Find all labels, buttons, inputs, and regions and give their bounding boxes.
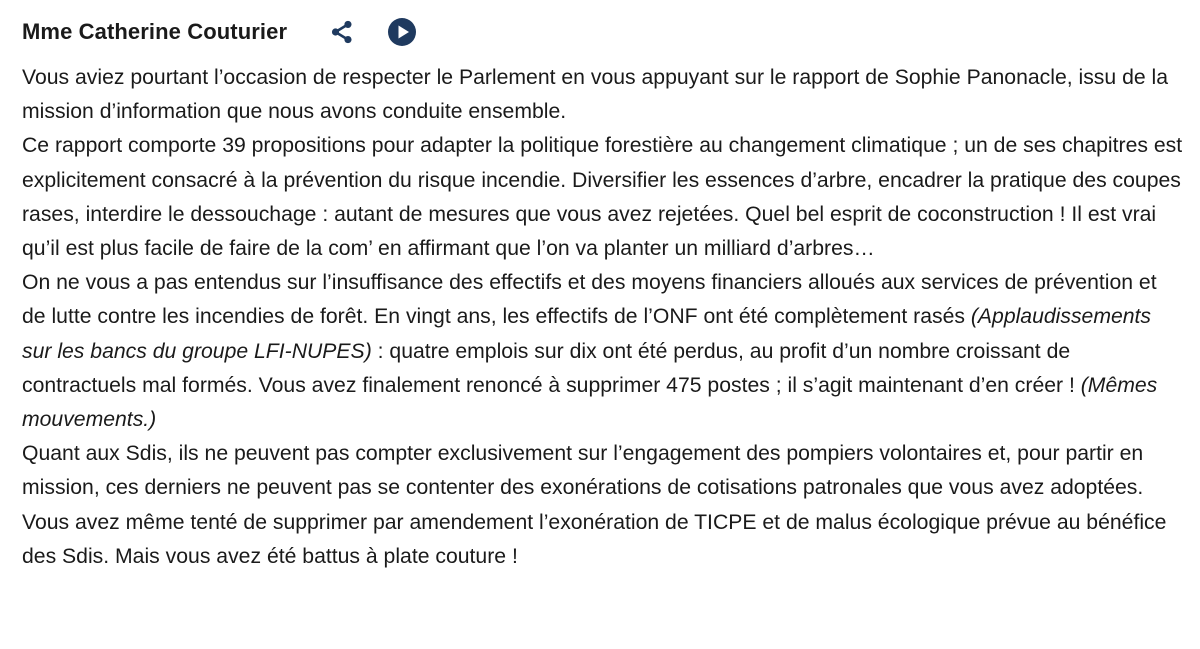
paragraph-3-text-b: : quatre emplois sur dix ont été perdus, au profit d’un nombre croissant de contractuels mal formés. Vous avez finalement renoncé à supprimer 475 postes ; il s’agit maintenant d’en créer ! <box>22 339 1081 397</box>
play-icon[interactable] <box>387 17 417 47</box>
stage-direction-same-movements: (Mêmes mouvements.) <box>22 373 1158 432</box>
speaker-name: Mme Catherine Couturier <box>22 19 288 44</box>
paragraph-3-text-a: On ne vous a pas entendus sur l’insuffisance des effectifs et des moyens financiers alloués aux services de prévention et de lutte contre les incendies de forêt. En vingt ans, les effectifs de l’ONF ont été complètement rasés <box>22 271 1157 329</box>
speech-text <box>22 61 1184 574</box>
paragraph-2: Ce rapport comporte 39 propositions pour adapter la politique forestière au changement climatique ; un de ses chapitres est explicitement consacré à la prévention du risque incendie. Diversifier les essences d’arbre, encadrer la pratique des coupes rases, interdire le dessouchage : autant de mesures que vous avez rejetées. Quel bel esprit de coconstruction ! Il est vrai qu’il est plus facile de faire de la com’ en affirmant que l’on va planter un milliard d’arbres… <box>22 134 1183 261</box>
paragraph-1: Vous aviez pourtant l’occasion de respecter le Parlement en vous appuyant sur le rapport de Sophie Panonacle, issu de la mission d’information que nous avons conduite ensemble. <box>22 66 1169 124</box>
speaker-header <box>22 12 417 52</box>
stage-direction-applause: (Applaudissements sur les bancs du groupe LFI-NUPES) <box>22 305 1152 363</box>
paragraph-5: Vous avez même tenté de supprimer par amendement l’exonération de TICPE et de malus écologique prévue au bénéfice des Sdis. Mais vous avez été battus à plate couture ! <box>22 510 1167 568</box>
paragraph-3 <box>22 266 1184 437</box>
paragraph-4: Quant aux Sdis, ils ne peuvent pas compter exclusivement sur l’engagement des pompiers volontaires et, pour partir en mission, ces derniers ne peuvent pas se contenter des exonérations de cotisations patronales que vous avez adoptées. <box>22 442 1144 500</box>
share-icon[interactable] <box>327 17 357 47</box>
